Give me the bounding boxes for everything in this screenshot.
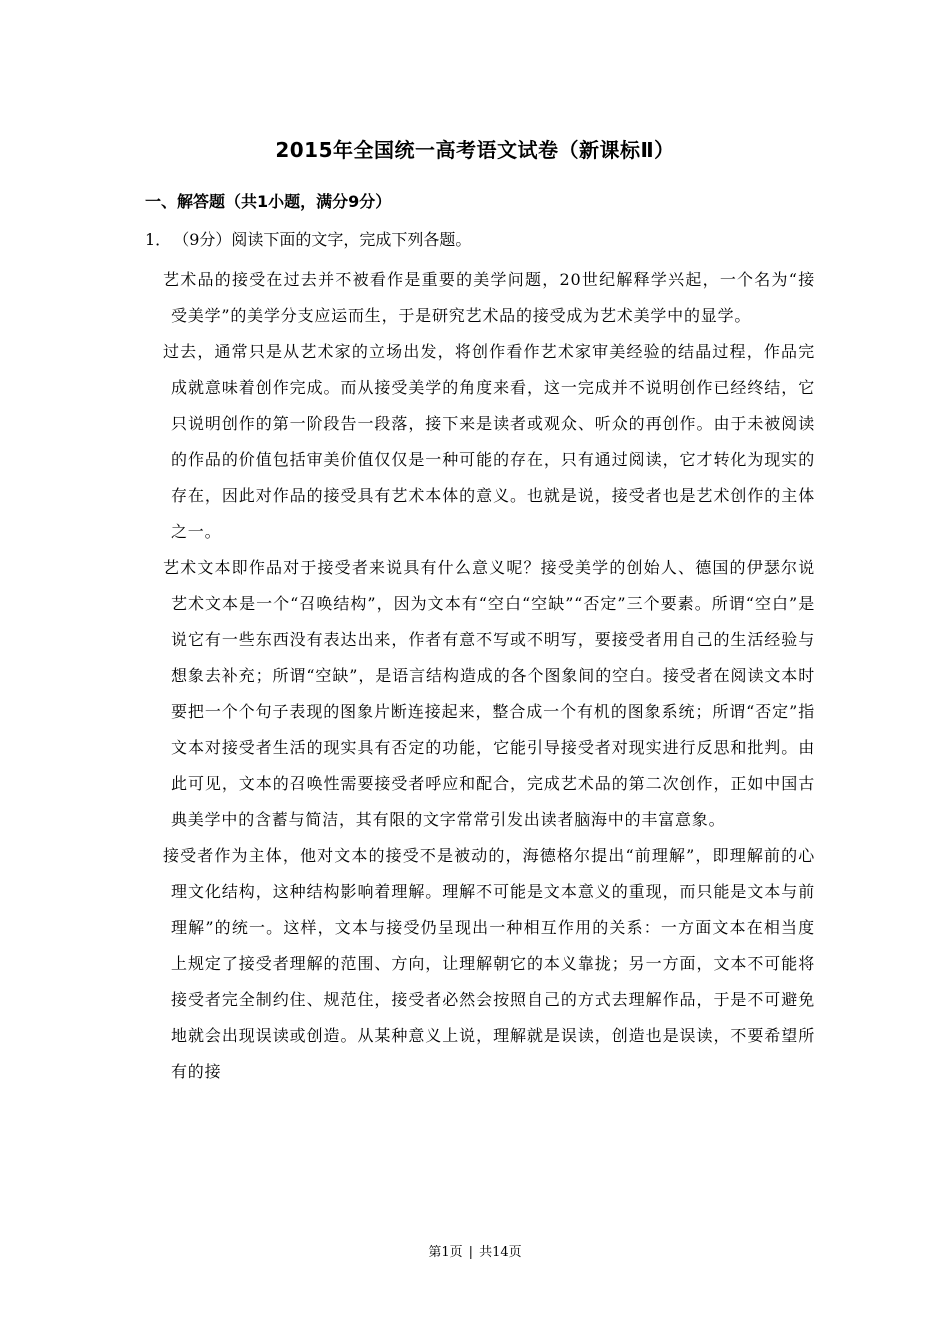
question-prompt xyxy=(145,228,471,252)
question-text: （9分）阅读下面的文字，完成下列各题。 xyxy=(181,230,472,249)
passage-paragraph: 过去，通常只是从艺术家的立场出发，将创作看作艺术家审美经验的结晶过程，作品完成就意味着创作完成。而从接受美学的角度来看，这一完成并不说明创作已经终结，它只说明创作的第一阶段告一段落，接下来是读者或观众、听众的再创作。由于未被阅读的作品的价值包括审美价值仅仅是一种可能的存在，只有通过阅读，它才转化为现实的存在，因此对作品的接受具有艺术本体的意义。也就是说，接受者也是艺术创作的主体之一。 xyxy=(163,342,815,541)
reading-passage xyxy=(163,262,815,1090)
section-heading: 一、解答题（共1小题，满分9分） xyxy=(145,192,392,211)
page-number: 第1页 xyxy=(428,1245,463,1260)
passage-paragraph: 艺术文本即作品对于接受者来说具有什么意义呢？接受美学的创始人、德国的伊瑟尔说艺术文本是一个“召唤结构”，因为文本有“空白“空缺”“否定”三个要素。所谓“空白”是说它有一些东西没有表达出来，作者有意不写或不明写，要接受者用自己的生活经验与想象去补充；所谓“空缺”，是语言结构造成的各个图象间的空白。接受者在阅读文本时要把一个个句子表现的图象片断连接起来，整合成一个有机的图象系统；所谓“否定”指文本对接受者生活的现实具有否定的功能，它能引导接受者对现实进行反思和批判。由此可见，文本的召唤性需要接受者呼应和配合，完成艺术品的第二次创作，正如中国古典美学中的含蓄与简洁，其有限的文字常常引发出读者脑海中的丰富意象。 xyxy=(163,558,815,829)
passage-paragraph: 接受者作为主体，他对文本的接受不是被动的，海德格尔提出“前理解”，即理解前的心理文化结构，这种结构影响着理解。理解不可能是文本意义的重现，而只能是文本与前理解”的统一。这样，文本与接受仍呈现出一种相互作用的关系：一方面文本在相当度上规定了接受者理解的范围、方向，让理解朝它的本义靠拢；另一方面，文本不可能将接受者完全制约住、规范住，接受者必然会按照自己的方式去理解作品，于是不可避免地就会出现误读或创造。从某种意义上说，理解就是误读，创造也是误读，不要希望所有的接 xyxy=(163,846,815,1081)
question-number: 1． xyxy=(145,230,172,249)
total-pages: 共14页 xyxy=(479,1245,522,1260)
footer-separator: | xyxy=(468,1245,474,1260)
passage-paragraph: 艺术品的接受在过去并不被看作是重要的美学问题，20世纪解释学兴起，一个名为“接受美学”的美学分支应运而生，于是研究艺术品的接受成为艺术美学中的显学。 xyxy=(163,270,815,325)
page-title: 2015年全国统一高考语文试卷（新课标Ⅱ） xyxy=(275,138,675,162)
page-footer xyxy=(0,1244,950,1262)
